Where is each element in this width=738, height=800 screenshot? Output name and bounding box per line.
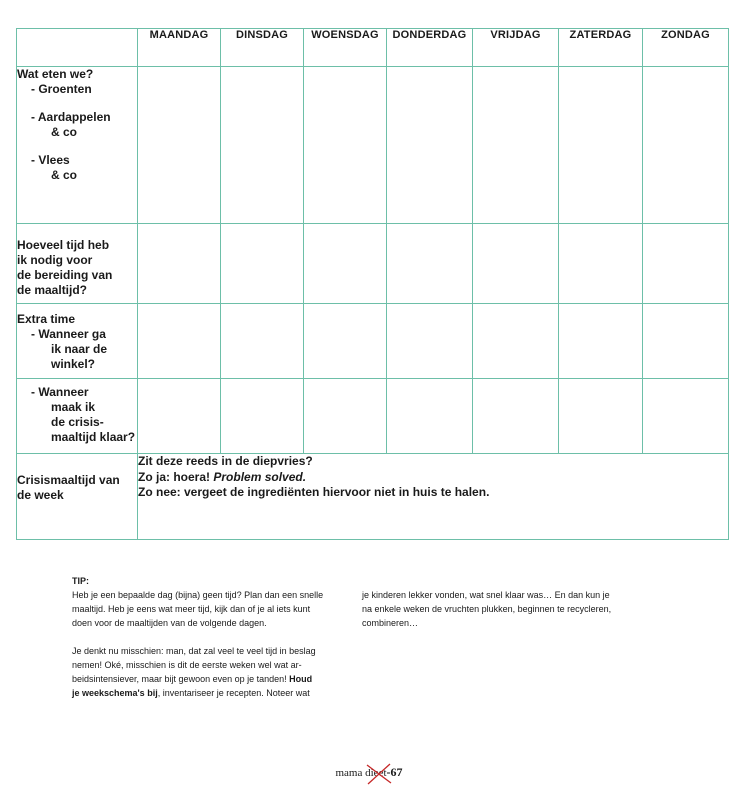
row-line: - Wanneer ga (31, 327, 106, 341)
day-cell[interactable] (559, 379, 643, 454)
row-crisis (17, 454, 729, 540)
day-cell[interactable] (221, 67, 304, 224)
day-cell[interactable] (138, 67, 221, 224)
day-header: MAANDAG (138, 29, 221, 67)
day-cell[interactable] (138, 224, 221, 304)
row-tijd (17, 224, 729, 304)
day-header: ZATERDAG (559, 29, 643, 67)
crisis-line-italic: Problem solved. (213, 469, 307, 484)
day-cell[interactable] (304, 379, 387, 454)
day-cell[interactable] (473, 67, 559, 224)
day-header: DINSDAG (221, 29, 304, 67)
day-cell[interactable] (473, 224, 559, 304)
page-number: -67 (386, 765, 403, 779)
day-cell[interactable] (138, 379, 221, 454)
tip-line: maaltijd. Heb je eens wat meer tijd, kijk dan of je al iets kunt (72, 604, 311, 614)
tip-line-text: beidsintensiever, maar bijt gewoon even op je tanden! (72, 674, 287, 684)
footer-struck-word (365, 767, 386, 779)
row-line: de crisis- (51, 415, 104, 429)
row-line: de bereiding van (17, 268, 113, 282)
footer-brand: mama (335, 767, 363, 779)
row-line: de week (17, 488, 64, 502)
row-line: de maaltijd? (17, 283, 88, 297)
day-cell[interactable] (473, 304, 559, 379)
day-header: VRIJDAG (473, 29, 559, 67)
day-cell[interactable] (221, 379, 304, 454)
row-line: - Wanneer (31, 385, 89, 399)
row-line: maak ik (51, 400, 96, 414)
row-item: - Vlees (31, 153, 70, 167)
cross-out-icon (363, 763, 395, 785)
tip-right-column (362, 588, 662, 630)
day-header: WOENSDAG (304, 29, 387, 67)
tip-line (72, 672, 362, 686)
row-line: Hoeveel tijd heb (17, 238, 110, 252)
day-cell[interactable] (643, 224, 729, 304)
tip-line (72, 686, 362, 700)
day-cell[interactable] (643, 67, 729, 224)
tip-line: Heb je een bepaalde dag (bijna) geen tijd? Plan dan een snelle (72, 590, 324, 600)
crisis-line (138, 470, 728, 486)
row-line: ik nodig voor (17, 253, 93, 267)
row-item: - Aardappelen (31, 110, 111, 124)
weekly-planner-table (16, 28, 729, 540)
day-cell[interactable] (643, 304, 729, 379)
tip-line: nemen! Oké, misschien is dit de eerste weken wel wat ar- (72, 660, 302, 670)
row-wanneer (17, 379, 729, 454)
tip-left-column (72, 574, 362, 700)
row-title: Wat eten we? (17, 67, 94, 81)
day-header: DONDERDAG (387, 29, 473, 67)
row-item: & co (51, 125, 78, 139)
day-cell[interactable] (387, 67, 473, 224)
tip-bold: Houd (289, 674, 313, 684)
tip-line: doen voor de maaltijden van de volgende dagen. (72, 618, 267, 628)
corner-cell (17, 29, 138, 67)
row-line: ik naar de (51, 342, 108, 356)
row-item: - Groenten (31, 82, 92, 96)
day-cell[interactable] (221, 224, 304, 304)
day-cell[interactable] (304, 224, 387, 304)
tip-line: je kinderen lekker vonden, wat snel klaar was… En dan kun je (362, 590, 610, 600)
row-label-extra (17, 304, 138, 379)
row-label-eten (17, 67, 138, 224)
row-label-tijd (17, 224, 138, 304)
tip-line: na enkele weken de vruchten plukken, beginnen te recycleren, (362, 604, 612, 614)
day-cell[interactable] (304, 67, 387, 224)
day-cell[interactable] (387, 224, 473, 304)
row-item: & co (51, 168, 78, 182)
row-eten (17, 67, 729, 224)
row-extra (17, 304, 729, 379)
tip-bold: je weekschema's bij (72, 688, 158, 698)
tip-line: Je denkt nu misschien: man, dat zal veel te veel tijd in beslag (72, 646, 316, 656)
day-cell[interactable] (138, 304, 221, 379)
day-cell[interactable] (473, 379, 559, 454)
crisis-line: Zit deze reeds in de diepvries? (138, 454, 313, 468)
row-line: winkel? (51, 357, 96, 371)
row-label-crisis (17, 454, 138, 540)
day-cell[interactable] (559, 224, 643, 304)
day-cell[interactable] (559, 67, 643, 224)
tip-line-text: , inventariseer je recepten. Noteer wat (157, 688, 310, 698)
day-cell[interactable] (559, 304, 643, 379)
page-footer (0, 765, 738, 780)
row-title: Extra time (17, 312, 76, 326)
footer-struck-text: dieet (365, 767, 387, 779)
row-line: Crisismaaltijd van (17, 473, 120, 487)
day-header: ZONDAG (643, 29, 729, 67)
day-cell[interactable] (643, 379, 729, 454)
row-line: maaltijd klaar? (51, 430, 136, 444)
crisis-text-cell (138, 454, 729, 540)
day-cell[interactable] (304, 304, 387, 379)
row-label-wanneer (17, 379, 138, 454)
crisis-line: Zo nee: vergeet de ingrediënten hiervoor niet in huis te halen. (138, 485, 490, 499)
day-cell[interactable] (387, 379, 473, 454)
tip-title: TIP: (72, 576, 89, 586)
day-cell[interactable] (221, 304, 304, 379)
day-cell[interactable] (387, 304, 473, 379)
tip-line: combineren… (362, 618, 419, 628)
header-row (17, 29, 729, 67)
crisis-line-prefix: Zo ja: hoera! (138, 469, 211, 484)
